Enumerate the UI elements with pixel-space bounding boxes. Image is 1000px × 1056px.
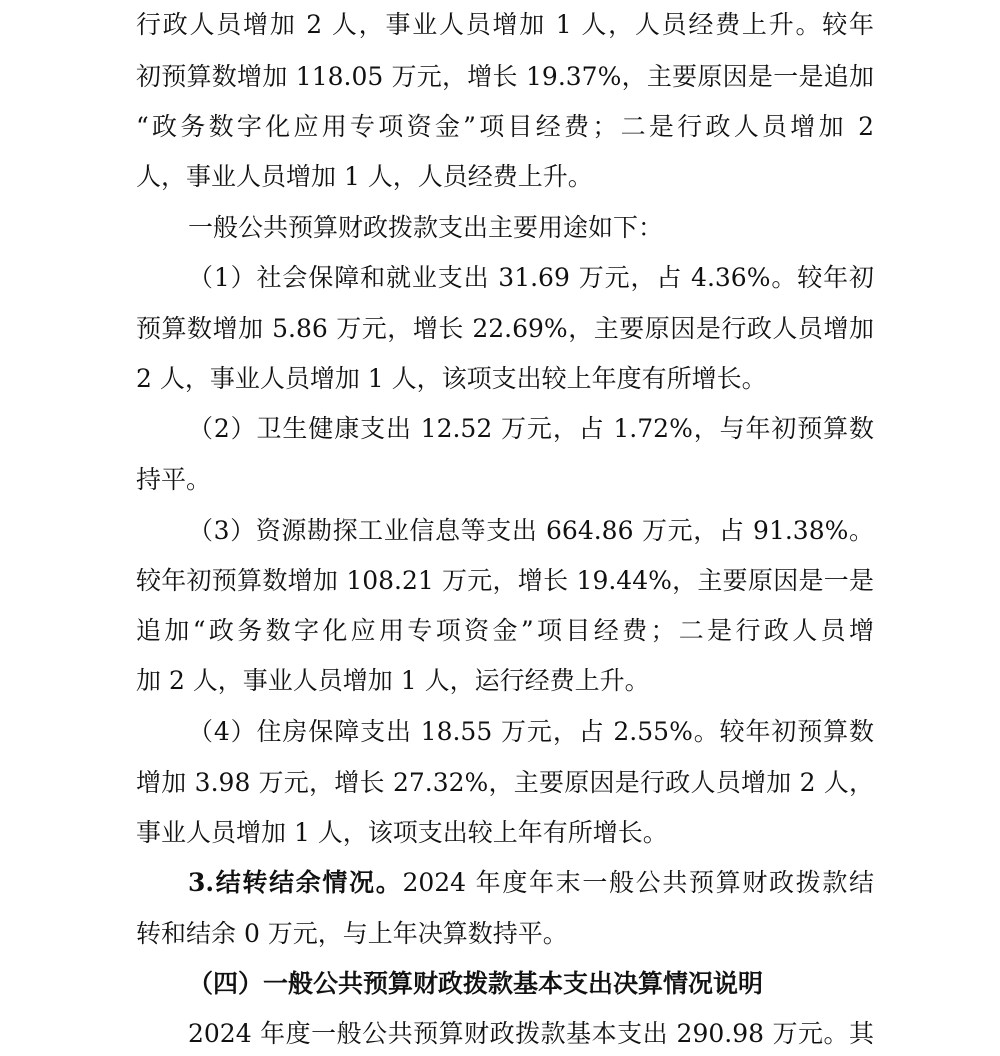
paragraph-first-line: 一般公共预算财政拨款支出主要用途如下： <box>188 213 664 242</box>
list-item-4-line: （4）住房保障支出 18.55 万元，占 2.55%。较年初预算数 <box>188 717 874 746</box>
list-item-2-line: （2）卫生健康支出 12.52 万元，占 1.72%，与年初预算数 <box>188 414 874 443</box>
body-text-line: 初预算数增加 118.05 万元，增长 19.37%，主要原因是一是追加 <box>136 62 874 91</box>
body-text-line: 增加 3.98 万元，增长 27.32%，主要原因是行政人员增加 2 人， <box>136 768 874 797</box>
body-text-line: 2 人，事业人员增加 1 人，该项支出较上年度有所增长。 <box>136 364 767 393</box>
body-text-line: 加 2 人，事业人员增加 1 人，运行经费上升。 <box>136 666 650 695</box>
body-text-line: 人，事业人员增加 1 人，人员经费上升。 <box>136 162 593 191</box>
body-text-line: 事业人员增加 1 人，该项支出较上年有所增长。 <box>136 818 668 847</box>
section-heading-line <box>188 866 874 900</box>
body-text-line: 持平。 <box>136 465 212 494</box>
body-text-line: 行政人员增加 2 人，事业人员增加 1 人，人员经费上升。较年 <box>136 10 874 39</box>
body-text-line: 转和结余 0 万元，与上年决算数持平。 <box>136 919 568 948</box>
body-text-line: 预算数增加 5.86 万元，增长 22.69%，主要原因是行政人员增加 <box>136 314 874 343</box>
section-heading-bold: 3.结转结余情况。 <box>188 868 403 897</box>
subsection-heading: （四）一般公共预算财政拨款基本支出决算情况说明 <box>188 969 764 998</box>
section-heading-text: 2024 年度年末一般公共预算财政拨款结 <box>402 868 874 897</box>
list-item-1-line: （1）社会保障和就业支出 31.69 万元，占 4.36%。较年初 <box>188 263 874 292</box>
paragraph-first-line: 2024 年度一般公共预算财政拨款基本支出 290.98 万元。其 <box>188 1019 874 1048</box>
body-text-line: “政务数字化应用专项资金”项目经费；二是行政人员增加 2 <box>136 112 874 141</box>
body-text-line: 较年初预算数增加 108.21 万元，增长 19.44%，主要原因是一是 <box>136 566 874 595</box>
list-item-3-line: （3）资源勘探工业信息等支出 664.86 万元，占 91.38%。 <box>188 516 874 545</box>
body-text-line: 追加“政务数字化应用专项资金”项目经费；二是行政人员增 <box>136 616 874 645</box>
